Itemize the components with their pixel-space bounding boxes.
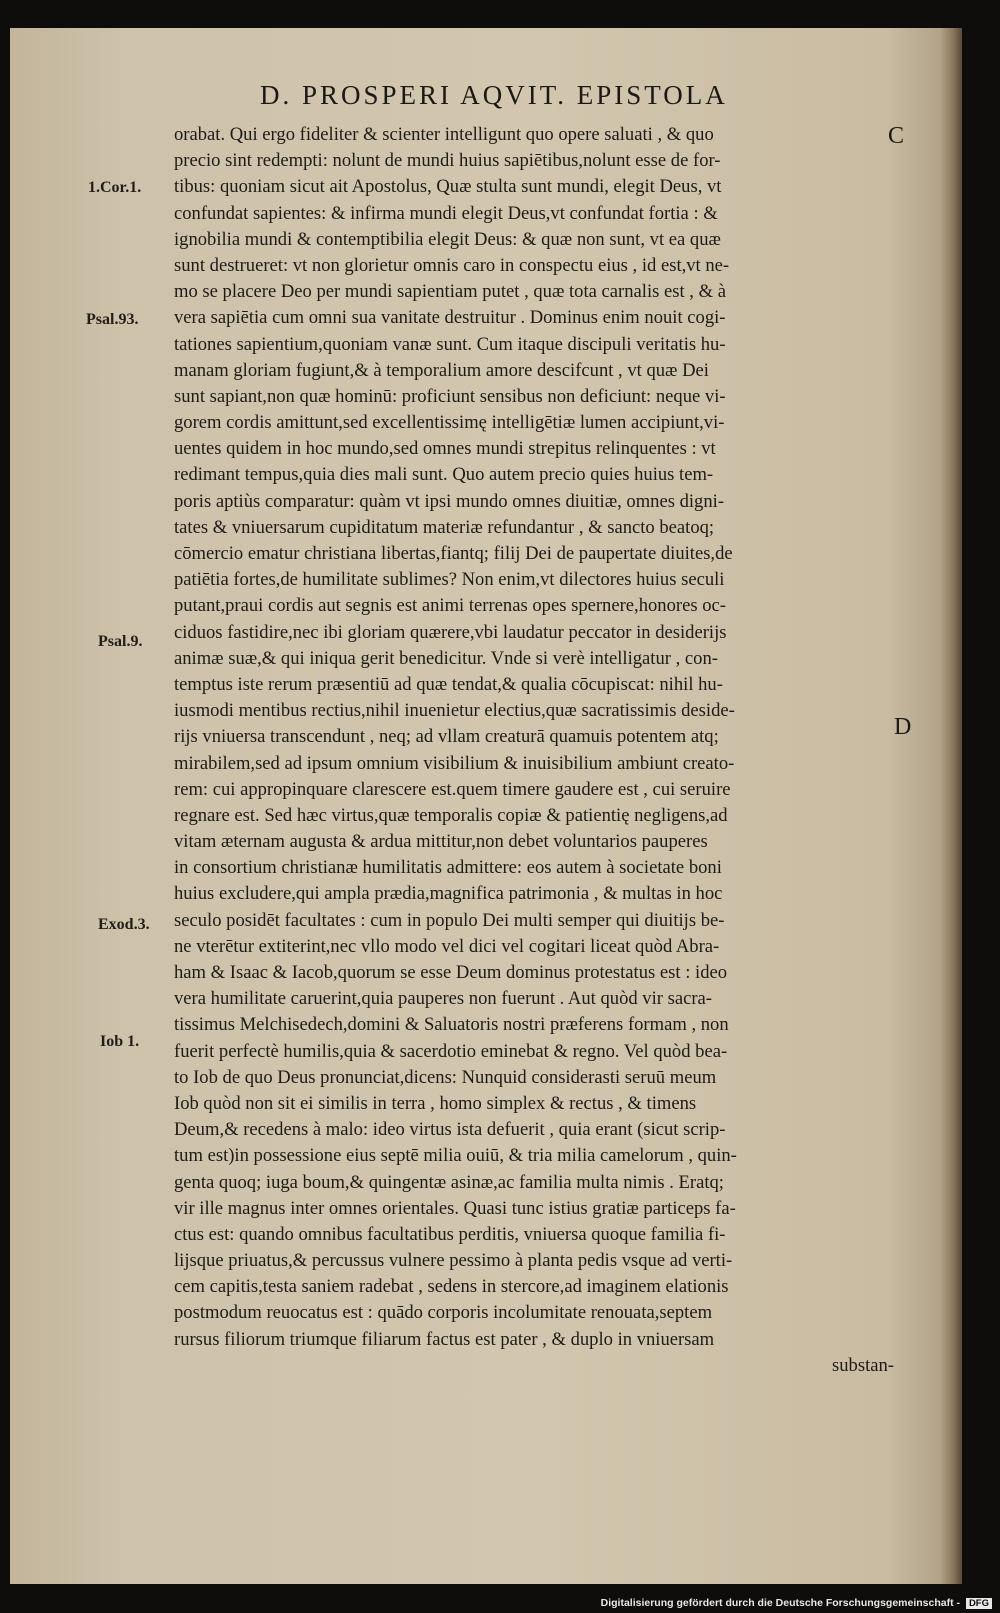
text-line: tum est)in possessione eius septē milia ouiū, & tria milia camelorum , quin- — [174, 1145, 737, 1167]
text-line: vera humilitate caruerint,quia pauperes non fuerunt . Aut quòd vir sacra- — [174, 988, 712, 1010]
text-line: to Iob de quo Deus pronunciat,dicens: Nunquid considerasti seruū meum — [174, 1066, 717, 1088]
text-line: manam gloriam fugiunt,& à temporalium amore descifcunt , vt quæ Dei — [174, 359, 709, 381]
text-line: vera sapiētia cum omni sua vanitate destruitur . Dominus enim nouit cogi- — [174, 307, 726, 329]
page-edge-shadow — [940, 28, 962, 1584]
text-line: huius excludere,qui ampla prædia,magnifica patrimonia , & multas in hoc — [174, 883, 723, 905]
marginal-note-psal9: Psal.9. — [98, 633, 143, 650]
text-line: in consortium christianæ humilitatis admittere: eos autem à societate boni — [174, 857, 722, 879]
body-text — [174, 122, 894, 1379]
text-line: rem: cui appropinquare clarescere est.quem timere gaudere est , cui seruire — [174, 778, 731, 800]
text-line: ignobilia mundi & contemptibilia elegit Deus: & quæ non sunt, vt ea quæ — [174, 228, 721, 250]
text-line: lijsque priuatus,& percussus vulnere pessimo à planta pedis vsque ad verti- — [174, 1250, 733, 1272]
text-line: precio sint redempti: nolunt de mundi huius sapiētibus,nolunt esse de for- — [174, 150, 721, 172]
text-line: Deum,& recedens à malo: ideo virtus ista defuerit , quia erant (sicut scrip- — [174, 1119, 726, 1141]
section-letter-c: C — [888, 123, 905, 149]
text-line: temptus iste rerum præsentiū ad quæ tendat,& qualia cōcupiscat: nihil hu- — [174, 673, 723, 695]
text-line: putant,praui cordis aut segnis est animi terrenas opes spernere,honores oc- — [174, 595, 726, 617]
text-line: ne vterētur extiterint,nec vllo modo vel dici vel cogitari liceat quòd Abra- — [174, 935, 720, 957]
text-line: confundat sapientes: & infirma mundi elegit Deus,vt confundat fortia : & — [174, 202, 718, 224]
text-line: sunt destrueret: vt non glorietur omnis caro in conspectu eius , id est,vt ne- — [174, 254, 730, 276]
text-line: uentes quidem in hoc mundo,sed omnes mundi strepitus relinquentes : vt — [174, 438, 716, 460]
text-line: tates & vniuersarum cupiditatum materiæ refundantur , & sancto beatoq; — [174, 516, 715, 538]
text-line: ctus est: quando omnibus facultatibus perditis, vniuersa quoque familia fi- — [174, 1223, 726, 1245]
text-line: tibus: quoniam sicut ait Apostolus, Quæ stulta sunt mundi, elegit Deus, vt — [174, 176, 722, 198]
marginal-note-iob: Iob 1. — [100, 1033, 140, 1050]
text-line: tissimus Melchisedech,domini & Saluatoris nostri præferens formam , non — [174, 1014, 729, 1036]
text-line: postmodum reuocatus est : quādo corporis incolumitate renouata,septem — [174, 1302, 713, 1324]
text-line: sunt sapiant,non quæ hominū: proficiunt sensibus non deficiunt: neque vi- — [174, 385, 726, 407]
text-line: poris aptiùs comparatur: quàm vt ipsi mundo omnes diuitiæ, omnes digni- — [174, 490, 725, 512]
footer-text: Digitalisierung gefördert durch die Deutsche Forschungsgemeinschaft - — [600, 1597, 961, 1609]
text-line: patiētia fortes,de humilitate sublimes? Non enim,vt dilectores huius seculi — [174, 569, 725, 591]
dfg-logo: DFG — [966, 1598, 992, 1609]
text-line: Iob quòd non sit ei similis in terra , homo simplex & rectus , & timens — [174, 1092, 697, 1114]
section-letter-d: D — [894, 714, 912, 740]
digitization-footer — [601, 1597, 992, 1609]
text-line: mirabilem,sed ad ipsum omnium visibilium & inuisibilium ambiunt creato- — [174, 752, 735, 774]
text-line: ciduos fastidire,nec ibi gloriam quærere,vbi laudatur peccator in desiderijs — [174, 621, 727, 643]
text-line: genta quoq; iuga boum,& quingentæ asinæ,ac familia multa nimis . Eratq; — [174, 1171, 724, 1193]
text-line: regnare est. Sed hæc virtus,quæ temporalis copiæ & patientię negligens,ad — [174, 804, 728, 826]
text-line: orabat. Qui ergo fideliter & scienter intelligunt quo opere saluati , & quo — [174, 124, 714, 145]
text-line: rijs vniuersa transcendunt , neq; ad vllam creaturā quamuis potentem atq; — [174, 726, 719, 748]
text-line: mo se placere Deo per mundi sapientiam putet , quæ tota carnalis est , & à — [174, 281, 726, 303]
text-line: animæ suæ,& qui iniqua gerit benedicitur. Vnde si verè intelligatur , con- — [174, 647, 718, 669]
text-line: redimant tempus,quia dies mali sunt. Quo autem precio quies huius tem- — [174, 464, 714, 486]
running-head: D. PROSPERI AQVIT. EPISTOLA — [260, 80, 728, 110]
text-line: seculo posidēt facultates : cum in populo Dei multi semper qui diuitijs be- — [174, 909, 725, 931]
text-line: gorem cordis amittunt,sed excellentissimę intelligētiæ lumen accipiunt,vi- — [174, 412, 725, 434]
text-line: fuerit perfectè humilis,quia & sacerdotio eminebat & regno. Vel quòd bea- — [174, 1040, 728, 1062]
text-line: cōmercio ematur christiana libertas,fiantq; filij Dei de paupertate diuites,de — [174, 543, 733, 564]
text-line: vir ille magnus inter omnes orientales. Quasi tunc istius gratiæ particeps fa- — [174, 1197, 736, 1219]
marginal-note-psal93: Psal.93. — [86, 311, 139, 328]
text-line: vitam æternam augusta & ardua mittitur,non debet voluntarios pauperes — [174, 831, 708, 853]
text-line: iusmodi mentibus rectius,nihil inuenietur electius,quæ sacratissimis deside- — [174, 700, 735, 722]
text-line: rursus filiorum triumque filiarum factus est pater , & duplo in vniuersam — [174, 1328, 715, 1350]
marginal-note-cor: 1.Cor.1. — [88, 179, 142, 196]
marginal-note-exod: Exod.3. — [98, 916, 150, 933]
text-line: tationes sapientium,quoniam vanæ sunt. Cum itaque discipuli veritatis hu- — [174, 333, 726, 355]
text-line: ham & Isaac & Iacob,quorum se esse Deum dominus protestatus est : ideo — [174, 962, 728, 983]
text-line: cem capitis,testa saniem radebat , sedens in stercore,ad imaginem elationis — [174, 1276, 729, 1298]
book-page — [10, 28, 962, 1584]
catchword: substan- — [832, 1354, 894, 1376]
